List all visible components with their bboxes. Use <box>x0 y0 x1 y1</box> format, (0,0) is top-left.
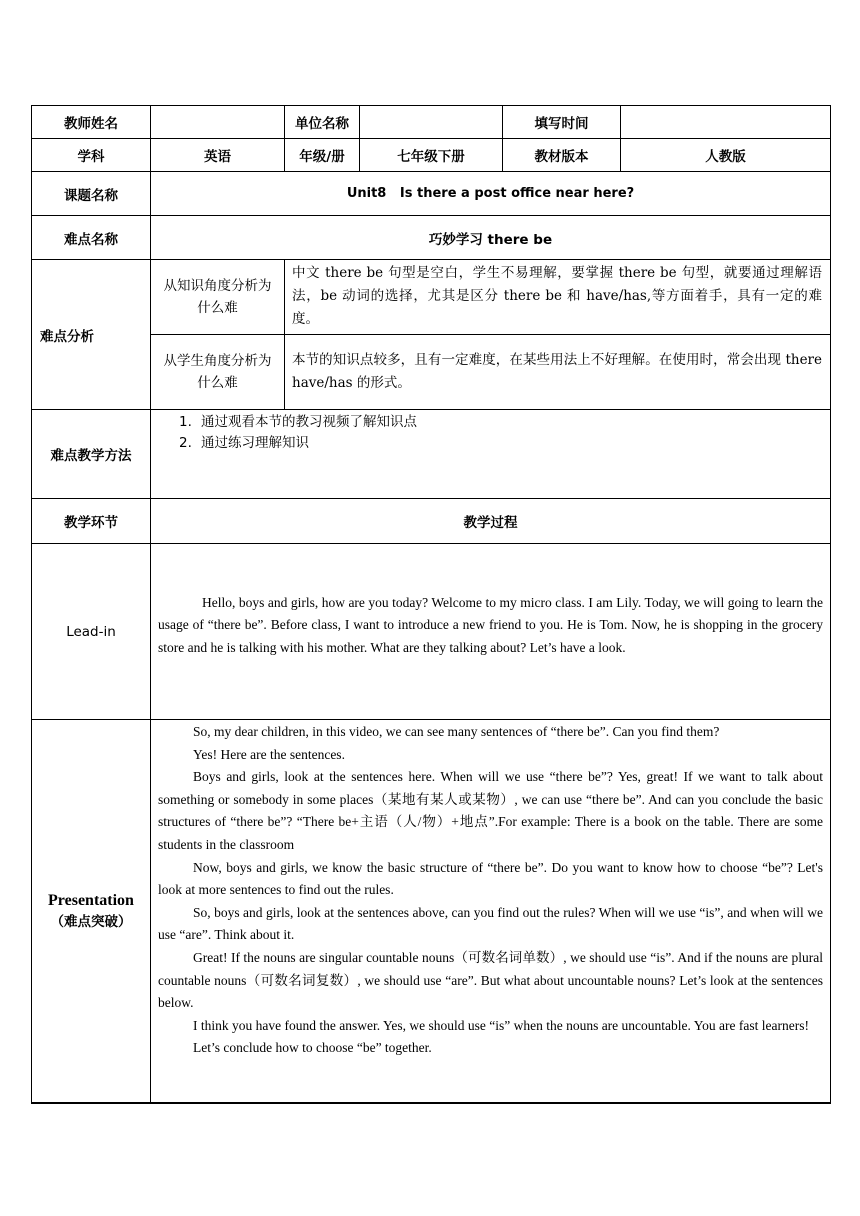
fill-date-value <box>621 106 831 139</box>
knowledge-analysis-label: 从知识角度分析为什么难 <box>151 260 285 335</box>
row-topic <box>32 172 831 216</box>
difficulty-label: 难点名称 <box>32 216 151 260</box>
stage-header: 教学环节 <box>32 499 151 544</box>
method-item <box>181 412 830 433</box>
edition-value: 人教版 <box>621 139 831 172</box>
row-analysis-knowledge <box>32 260 831 335</box>
student-analysis-text: 本节的知识点较多，且有一定难度，在某些用法上不好理解。在使用时，常会出现 there have/has 的形式。 <box>285 335 831 410</box>
presentation-paragraph: Yes! Here are the sentences. <box>193 746 345 762</box>
leadin-paragraph: Hello, boys and girls, how are you today? Welcome to my micro class. I am Lily. Today, we will going to learn the usage of “there be”. Before class, I want to introduce a new friend to you. He is Tom. Now, he is shopping in the grocery store and he is talking with his mother. What are they talking about? Let’s have a look. <box>158 594 823 655</box>
leadin-content <box>151 544 831 720</box>
presentation-paragraph: Let’s conclude how to choose “be” together. <box>193 1040 432 1056</box>
leadin-label: Lead-in <box>32 544 151 720</box>
difficulty-value: 巧妙学习 there be <box>151 216 831 260</box>
presentation-paragraph: Boys and girls, look at the sentences here. When will we use “there be”? Yes, great! If we want to talk about something or somebody in some places（某地有某人或某物）, we can use “there be”. And can you conclude the basic structures of “there be”? “There be+主语（人/物）+地点”.For example: There is a book on the table. There are some students in the classroom <box>158 769 823 852</box>
row-analysis-student <box>32 335 831 410</box>
topic-label: 课题名称 <box>32 172 151 216</box>
method-text: 通过练习理解知识 <box>201 435 309 451</box>
presentation-label-cell <box>32 720 151 1103</box>
subject-label: 学科 <box>32 139 151 172</box>
row-process-header <box>32 499 831 544</box>
edition-label: 教材版本 <box>503 139 621 172</box>
presentation-content <box>151 720 831 1103</box>
presentation-paragraph: I think you have found the answer. Yes, we should use “is” when the nouns are uncountable. You are fast learners! <box>193 1017 809 1033</box>
teacher-name-label: 教师姓名 <box>32 106 151 139</box>
student-analysis-label: 从学生角度分析为什么难 <box>151 335 285 410</box>
presentation-paragraph: Now, boys and girls, we know the basic structure of “there be”. Do you want to know how to choose “be”? Let's look at more sentences to find out the rules. <box>158 859 823 898</box>
row-methods <box>32 410 831 499</box>
teacher-name-value <box>151 106 285 139</box>
fill-date-label: 填写时间 <box>503 106 621 139</box>
presentation-sublabel: （难点突破） <box>50 913 132 930</box>
subject-value: 英语 <box>151 139 285 172</box>
method-number: 1. <box>179 414 192 430</box>
method-number: 2. <box>179 435 192 451</box>
presentation-label: Presentation <box>48 891 134 909</box>
method-text: 通过观看本节的教习视频了解知识点 <box>201 414 417 430</box>
grade-value: 七年级下册 <box>360 139 503 172</box>
presentation-paragraph: So, my dear children, in this video, we can see many sentences of “there be”. Can you find them? <box>193 724 720 739</box>
grade-label: 年级/册 <box>285 139 360 172</box>
methods-label: 难点教学方法 <box>32 410 151 499</box>
unit-name-label: 单位名称 <box>285 106 360 139</box>
row-leadin <box>32 544 831 720</box>
presentation-paragraph: So, boys and girls, look at the sentences above, can you find out the rules? When will we use “is”, and when will we use “are”. Think about it. <box>158 904 823 943</box>
presentation-paragraph: Great! If the nouns are singular countable nouns（可数名词单数）, we should use “is”. And if the nouns are plural countable nouns（可数名词复数）, we should use “are”. But what about uncountable nouns? Let’s look at the sentences below. <box>158 949 823 1011</box>
lesson-plan-table <box>31 105 831 1104</box>
knowledge-analysis-text: 中文 there be 句型是空白，学生不易理解，要掌握 there be 句型，就要通过理解语法，be 动词的选择，尤其是区分 there be 和 have/has,等方面着手，具有一定的难度。 <box>285 260 831 335</box>
methods-list <box>151 410 831 499</box>
row-presentation <box>32 720 831 1103</box>
row-subject-info <box>32 139 831 172</box>
row-teacher-info <box>32 106 831 139</box>
analysis-label: 难点分析 <box>32 260 151 410</box>
topic-value: Unit8 Is there a post office near here? <box>151 172 831 216</box>
process-header: 教学过程 <box>151 499 831 544</box>
row-difficulty <box>32 216 831 260</box>
unit-name-value <box>360 106 503 139</box>
method-item <box>181 433 830 454</box>
